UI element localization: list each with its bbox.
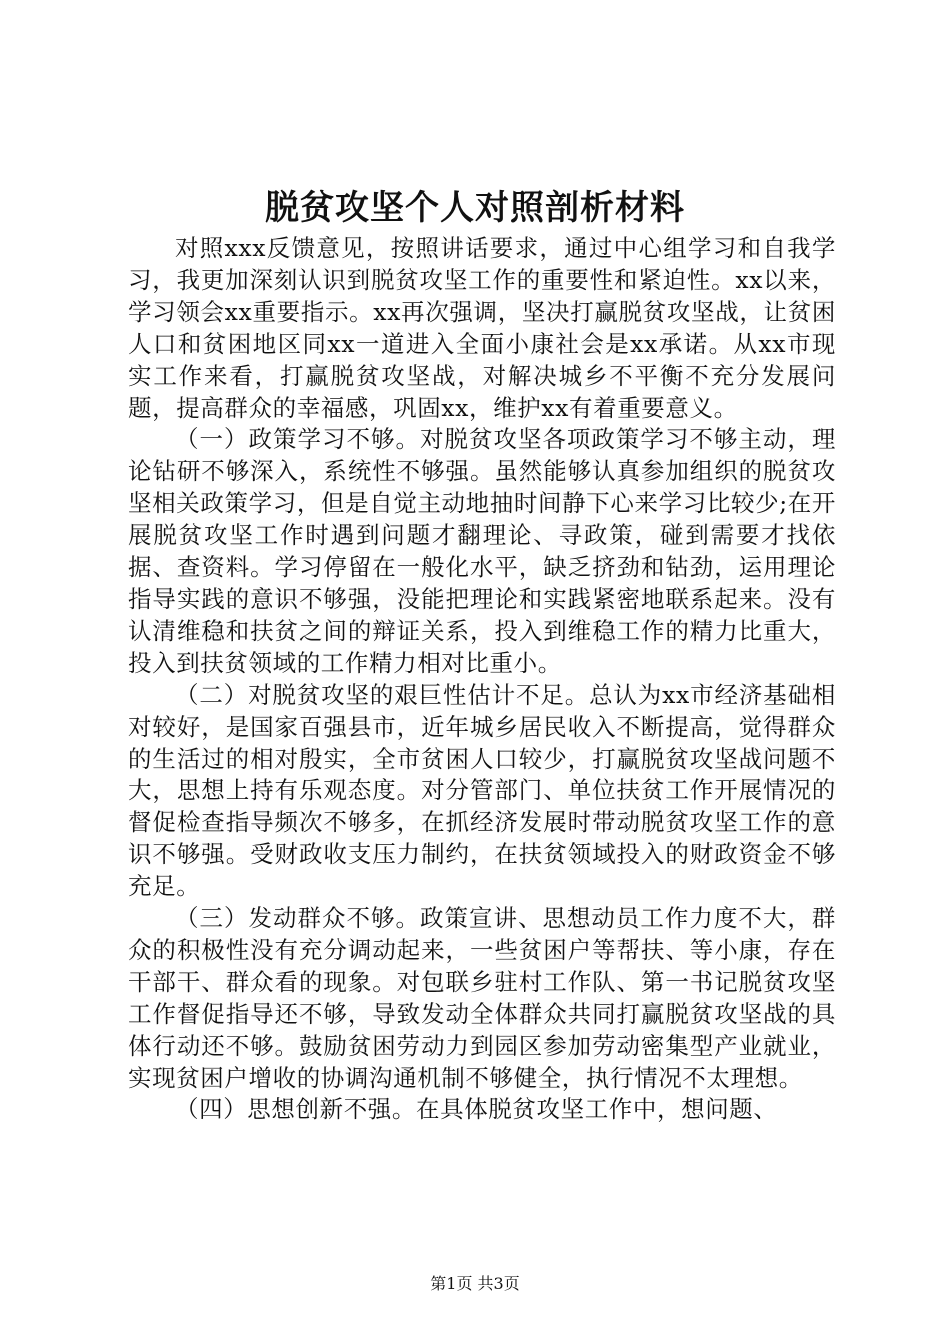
paragraph-section-3: （三）发动群众不够。政策宣讲、思想动员工作力度不大，群众的积极性没有充分调动起来，一些贫困户等帮扶、等小康，存在干部干、群众看的现象。对包联乡驻村工作队、第一书记脱贫攻坚工作督促指导还不够，导致发动全体群众共同打赢脱贫攻坚战的具体行动还不够。鼓励贫困劳动力到园区参加劳动密集型产业就业，实现贫困户增收的协调沟通机制不够健全，执行情况不太理想。 — [128, 904, 836, 1092]
paragraph-section-4: （四）思想创新不强。在具体脱贫攻坚工作中，想问题、 — [175, 1095, 778, 1124]
document-body — [128, 233, 836, 1126]
paragraph-section-2: （二）对脱贫攻坚的艰巨性估计不足。总认为xx市经济基础相对较好，是国家百强县市，近年城乡居民收入不断提高，觉得群众的生活过的相对殷实，全市贫困人口较少，打赢脱贫攻坚战问题不大，思想上持有乐观态度。对分管部门、单位扶贫工作开展情况的督促检查指导频次不够多，在抓经济发展时带动脱贫攻坚工作的意识不够强。受财政收支压力制约，在扶贫领域投入的财政资金不够充足。 — [128, 680, 836, 901]
paragraph-section-1: （一）政策学习不够。对脱贫攻坚各项政策学习不够主动，理论钻研不够深入，系统性不够强。虽然能够认真参加组织的脱贫攻坚相关政策学习，但是自觉主动地抽时间静下心来学习比较少;在开展脱贫攻坚工作时遇到问题才翻理论、寻政策，碰到需要才找依据、查资料。学习停留在一般化水平，缺乏挤劲和钻劲，运用理论指导实践的意识不够强，没能把理论和实践紧密地联系起来。没有认清维稳和扶贫之间的辩证关系，投入到维稳工作的精力比重大，投入到扶贫领域的工作精力相对比重小。 — [128, 425, 836, 677]
page-footer: 第1页 共3页 — [430, 1274, 520, 1293]
paragraph-intro: 对照xxx反馈意见，按照讲话要求，通过中心组学习和自我学习，我更加深刻认识到脱贫攻坚工作的重要性和紧迫性。xx以来，学习领会xx重要指示。xx再次强调，坚决打赢脱贫攻坚战，让贫困人口和贫困地区同xx一道进入全面小康社会是xx承诺。从xx市现实工作来看，打赢脱贫攻坚战，对解决城乡不平衡不充分发展问题，提高群众的幸福感，巩固xx，维护xx有着重要意义。 — [128, 234, 836, 422]
document-title: 脱贫攻坚个人对照剖析材料 — [265, 188, 685, 228]
